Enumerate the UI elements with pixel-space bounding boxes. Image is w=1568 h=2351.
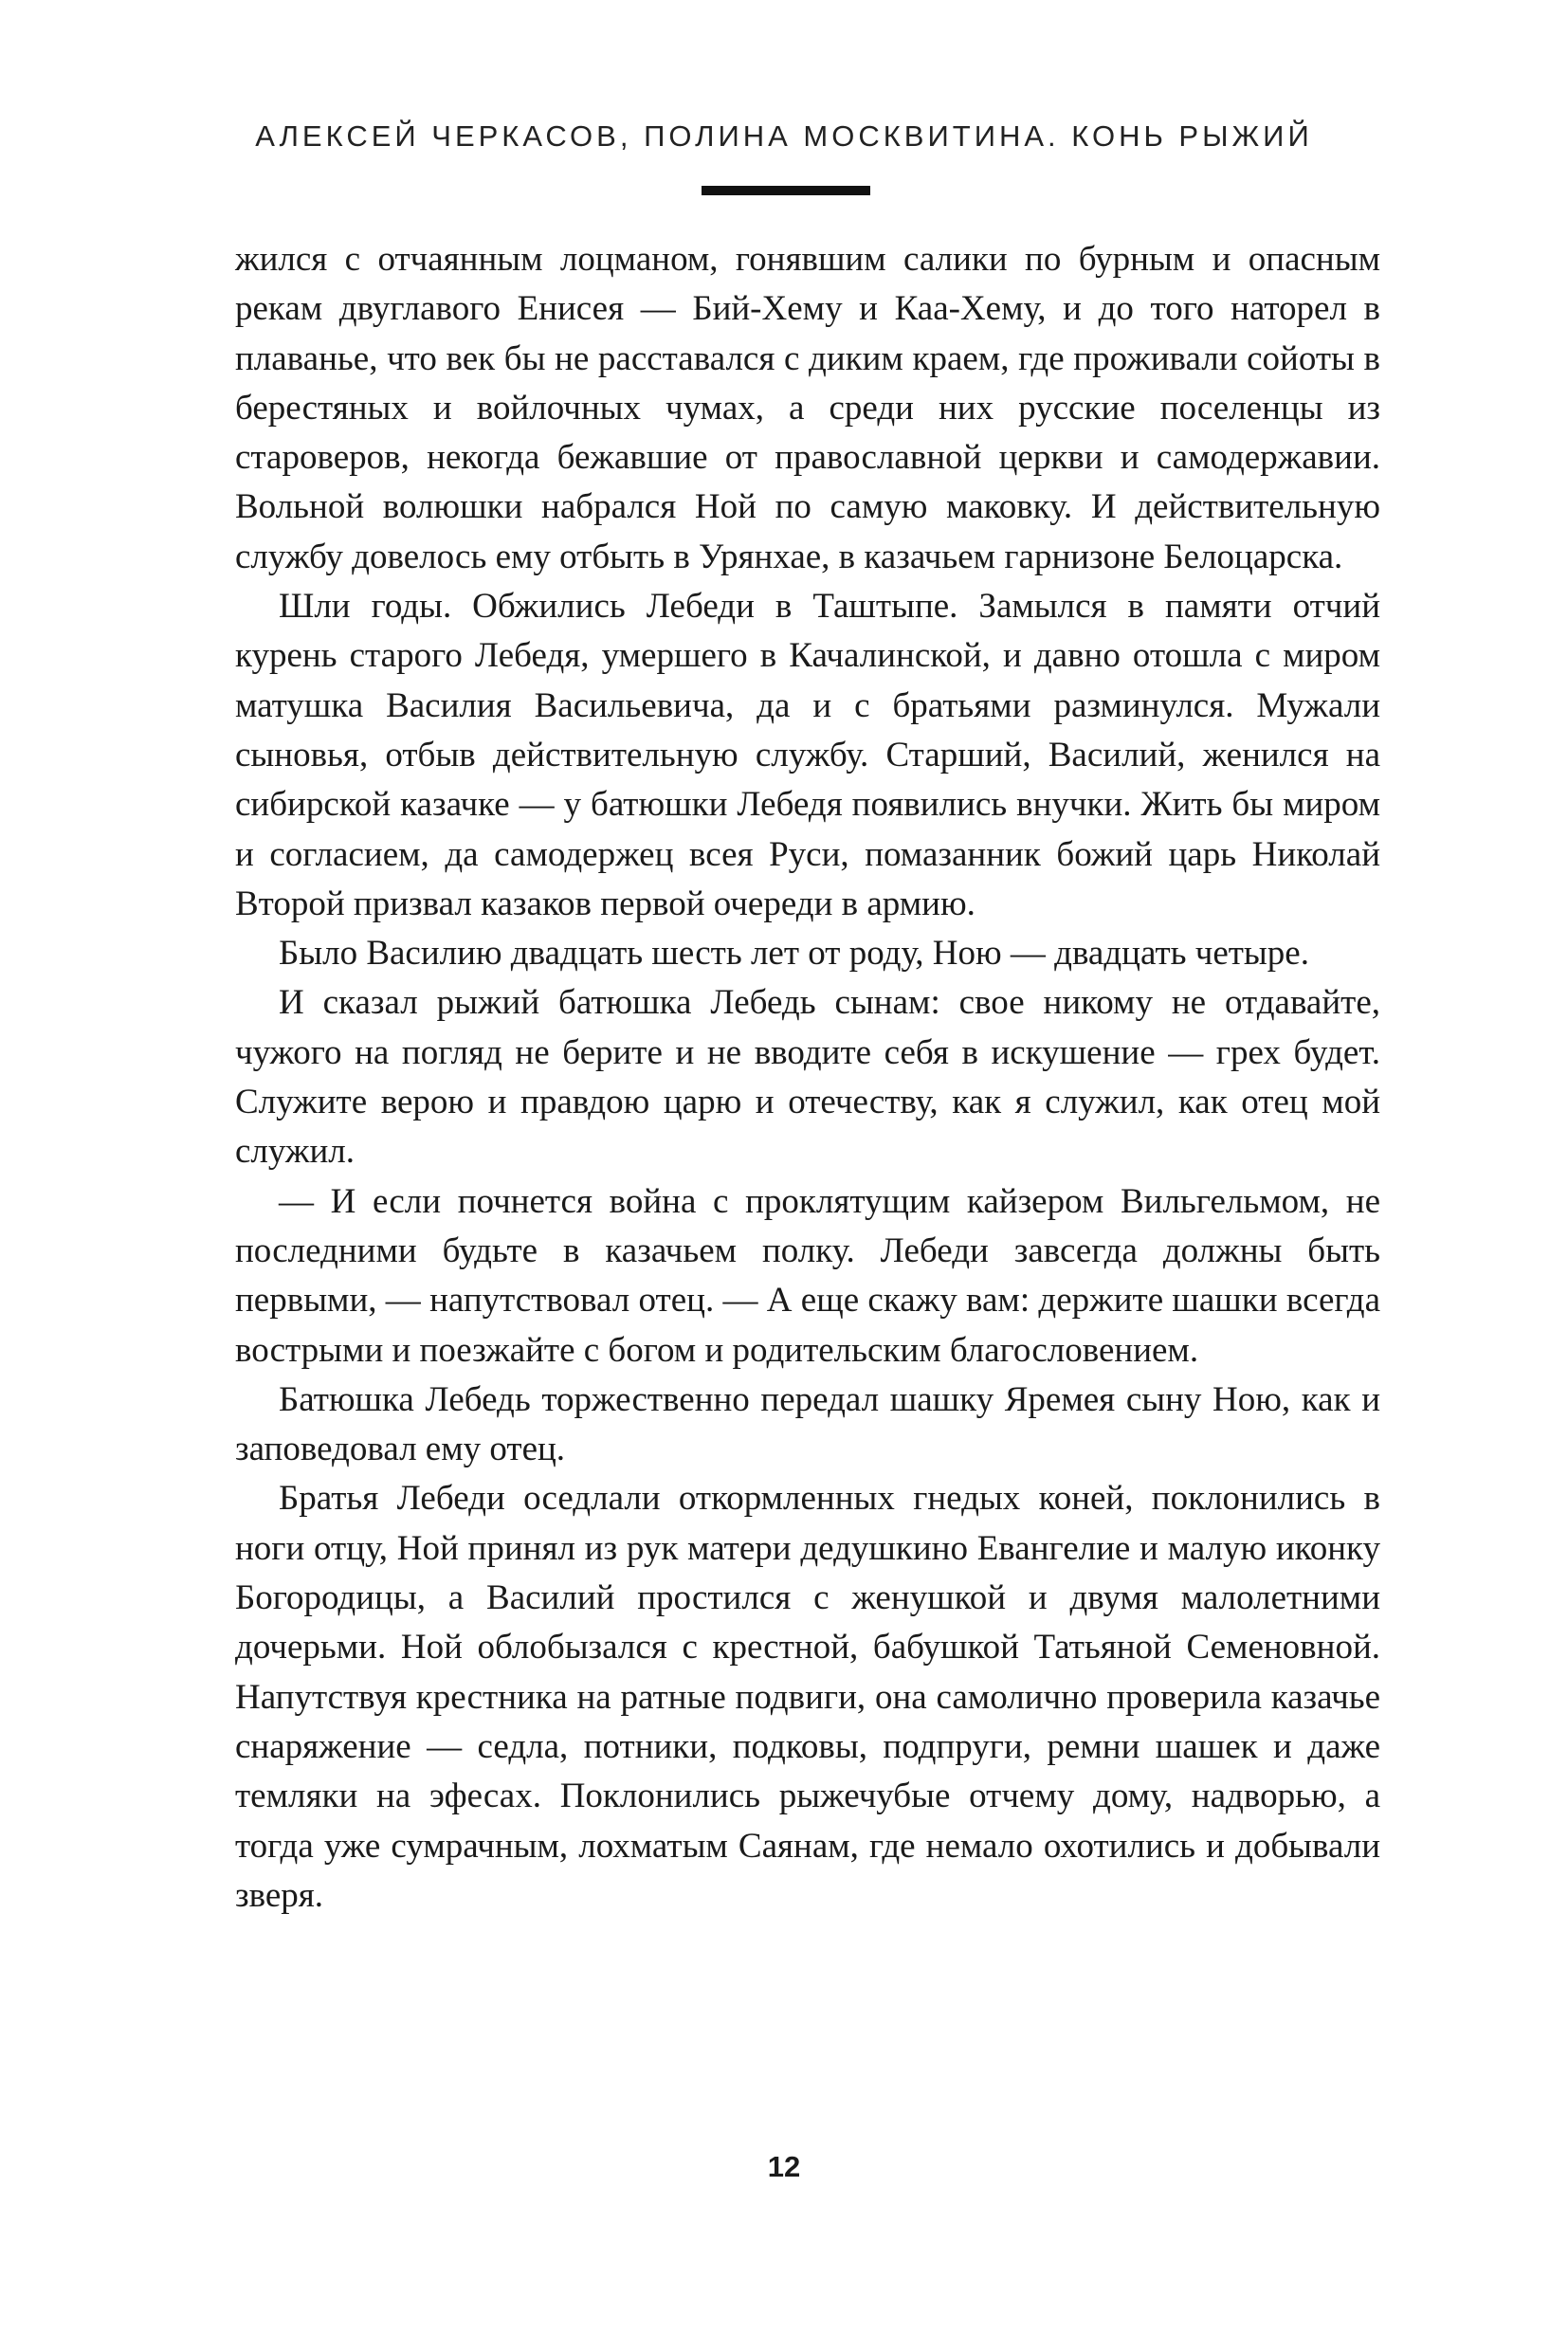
- paragraph: Было Василию двадцать шесть лет от роду, Ною — двадцать четыре.: [279, 934, 1309, 974]
- paragraph: Батюшка Лебедь торжественно передал шашку Яремея сыну Ною, как и заповедовал ему отец.: [235, 1379, 1380, 1469]
- paragraph: И сказал рыжий батюшка Лебедь сынам: свое никому не отдавайте, чужого на погляд не берите и не вводите себя в искушение — грех будет. Служите верою и правдою царю и отечеству, как я служил, как отец мой служил.: [235, 983, 1380, 1172]
- header-rule: [702, 186, 870, 195]
- paragraph: Братья Лебеди оседлали откормленных гнедых коней, поклонились в ноги отцу, Ной принял из рук матери дедушкино Евангелие и малую иконку Богородицы, а Василий простился с женушкой и двумя малолетними дочерьми. Ной облобызался с крестной, бабушкой Татьяной Семеновной. Напутствуя крестника на ратные подвиги, она самолично проверила казачье снаряжение — седла, потники, подковы, подпруги, ремни шашек и даже темляки на эфесах. Поклонились рыжечубые отчему дому, надворью, а тогда уже сумрачным, лохматым Саянам, где немало охотились и добывали зверя.: [235, 1479, 1380, 1915]
- paragraph: жился с отчаянным лоцманом, гонявшим салики по бурным и опасным рекам двуглавого Енисея — Бий-Хему и Каа-Хему, и до того наторел в плаванье, что век бы не расставался с диким краем, где проживали сойоты в берестяных и войлочных чумах, а среди них русские поселенцы из староверов, некогда бежавшие от православной церкви и самодержавии. Вольной волюшки набрался Ной по самую маковку. И действительную службу довелось ему отбыть в Урянхае, в казачьем гарнизоне Белоцарска.: [235, 240, 1380, 576]
- body-text: [235, 235, 1380, 1921]
- page-number: 12: [767, 2150, 801, 2183]
- paragraph: — И если почнется война с проклятущим кайзером Вильгельмом, не последними будьте в казачьем полку. Лебеди завсегда должны быть первыми, — напутствовал отец. — А еще скажу вам: держите шашки всегда вострыми и поезжайте с богом и родительским благословением.: [235, 1181, 1380, 1370]
- running-head: АЛЕКСЕЙ ЧЕРКАСОВ, ПОЛИНА МОСКВИТИНА. КОНЬ РЫЖИЙ: [255, 119, 1313, 153]
- paragraph: Шли годы. Обжились Лебеди в Таштыпе. Замылся в памяти отчий курень старого Лебедя, умершего в Качалинской, и давно отошла с миром матушка Василия Васильевича, да и с братьями разминулся. Мужали сыновья, отбыв действительную службу. Старший, Василий, женился на сибирской казачке — у батюшки Лебедя появились внучки. Жить бы миром и согласием, да самодержец всея Руси, помазанник божий царь Николай Второй призвал казаков первой очереди в армию.: [235, 587, 1380, 923]
